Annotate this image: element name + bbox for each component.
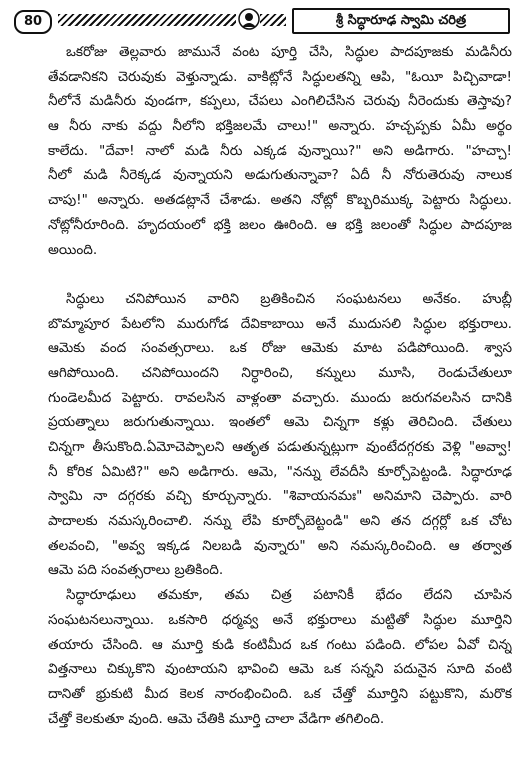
text-line: సంఘటనలున్నాయి. ఒకసారి ధర్మవ్వ అనే భక్తురాలు మట్టితో సిద్ధుల మూర్తిని (48, 611, 512, 628)
text-line: చేత్తో కెలకుతూ వుంది. ఆమె చేతికి మూర్తి చాలా వేడిగా తగిలింది. (48, 710, 385, 727)
header-ornament-left (58, 14, 236, 26)
text-line: చిన్నగా తీసుకొంది.ఏమోచెప్పాలని ఆతృత పడుతున్నట్లుగా వుంటేదగ్గరకు వెళ్లి "అవ్వా! (48, 439, 512, 455)
text-line: ప్రయత్నాలు జరుగుతున్నాయి. ఇంతలో ఆమె చిన్నగా కళ్లు తెరిచింది. చేతులు (48, 414, 512, 431)
text-line: చాపు!" అన్నారు. అతడట్లానే చేశాడు. అతని నోట్లో కొబ్బరిముక్క పెట్టారు సిద్ధులు. (48, 192, 512, 209)
page-header (14, 8, 510, 34)
text-line: విత్తనాలు చిక్కుకొని వుంటాయని భావించి ఆమె ఒక సన్నని పదునైన సూది వంటి (48, 661, 512, 678)
text-line: అయింది. (48, 241, 98, 258)
text-line: ఆమెకు వంద సంవత్సరాలు. ఒక రోజు ఆమెకు మాట పడిపోయింది. శ్వాస (48, 340, 512, 357)
text-line: తలవంచి, "అవ్వ ఇక్కడ నిలబడి వున్నారు" అని నమస్కరించింది. ఆ తర్వాత (48, 537, 512, 554)
text-line: స్వామి నా దగ్గరకు వచ్చి కూర్చున్నారు. "శివాయనమః" అనిమాని చెప్పారు. వారి (48, 488, 512, 505)
page-number: 80 (14, 10, 52, 34)
paragraph-gap (48, 262, 512, 287)
text-line: పాదాలకు నమస్కరించాలి. నన్ను లేపి కూర్చోబెట్టండి" అని తన దగ్గర్లో ఒక చోట (48, 513, 512, 530)
paragraph-3 (48, 583, 512, 731)
text-line: తేవడానికని చెరువుకు వెళ్తున్నాడు. వాకిట్లోనే సిద్ధులతన్ని ఆపి, "ఓయీ పిచ్చివాడా! (48, 68, 512, 85)
running-title: శ్రీ సిద్ధారూఢ స్వామి చరిత్ర (292, 8, 510, 34)
text-line: సిద్ధులు చనిపోయిన వారిని బ్రతికించిన సంఘటనలు అనేకం. హుబ్లీ (66, 290, 512, 307)
text-line: నీలోనే మడినీరు వుండగా, కప్పలు, చేపలు ఎంగిలిచేసిన చెరువు నీరెందుకు తెస్తావు? (48, 93, 512, 110)
text-line: గుండెలమీద పెట్టారు. రావలసిన వాళ్లంతా వచ్చారు. ముందు జరుగవలసిన దానికి (48, 389, 512, 406)
header-ornament-right (260, 14, 286, 26)
text-line: బొమ్మాపూర పేటలోని మురుగోడ దేవికాబాయి అనే ముదుసలి సిద్ధుల భక్తురాలు. (48, 315, 512, 332)
text-line: ఆ నీరు నాకు వద్దు నీలోని భక్తిజలమే చాలు!" అన్నారు. హచ్చప్పకు ఏమీ అర్థం (48, 118, 512, 135)
paragraph-1 (48, 40, 512, 262)
text-line: ఒకరోజు తెల్లవారు జామునే వంట పూర్తి చేసి, సిద్ధుల పాదపూజకు మడినీరు (66, 44, 512, 60)
paragraph-2 (48, 287, 512, 583)
page-body (48, 40, 512, 731)
text-line: ఆగిపోయింది. చనిపోయిందని నిర్ధారించి, కన్నులు మూసి, రెండుచేతులూ (48, 364, 512, 381)
guru-portrait-icon (238, 8, 260, 30)
text-line: దానితో భ్రుకుటి మీద కెలక నారంభించింది. ఒక చేత్తో మూర్తిని పట్టుకొని, మరొక (48, 685, 512, 702)
text-line: సిద్ధారూఢులు తమకూ, తమ చిత్ర పటానికీ భేదం లేదని చూపిన (66, 587, 512, 604)
text-line: నీ కోరిక ఏమిటి?" అని అడిగారు. ఆమె, "నన్ను లేవదీసి కూర్చోపెట్టండి. సిద్ధారూఢ (48, 463, 512, 480)
text-line: నోట్లోనీరూరింది. హృదయంలో భక్తి జలం ఊరింది. ఆ భక్తి జలంతో సిద్ధుల పాదపూజ (48, 216, 512, 233)
text-line: తయారు చేసింది. ఆ మూర్తి కుడి కంటిమీద ఒక గంటు పడింది. లోపల ఏవో చిన్న (48, 636, 512, 653)
text-line: కాలేదు. "దేవా! నాలో మడి నీరు ఎక్కడ వున్నాయి?" అని అడిగారు. "హచ్చా! (48, 142, 512, 159)
text-line: నీలో మడి నీరెక్కడ వున్నాయని అడుగుతున్నావా? ఏదీ నీ నోరుతెరువు నాలుక (48, 167, 512, 184)
text-line: ఆమె పది సంవత్సరాలు బ్రతికింది. (48, 562, 224, 579)
